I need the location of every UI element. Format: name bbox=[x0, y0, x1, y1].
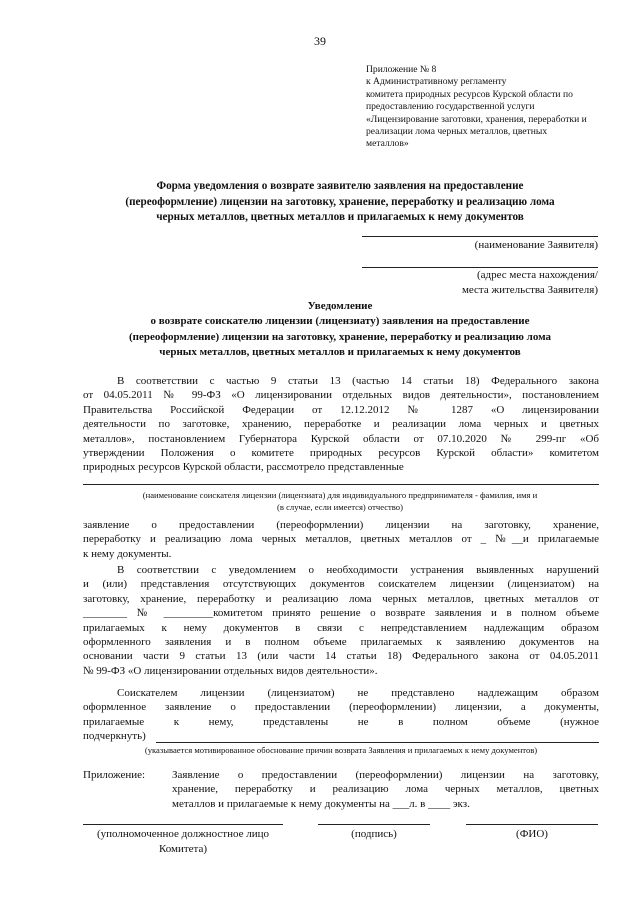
official-label-1: (уполномоченное должностное лицо bbox=[96, 828, 269, 840]
signature-label: (подпись) bbox=[351, 828, 397, 840]
fio-line[interactable] bbox=[466, 824, 598, 825]
applicant-name-label: (наименование Заявителя) bbox=[474, 239, 598, 251]
official-label-2: Комитета) bbox=[158, 843, 208, 855]
official-line[interactable] bbox=[83, 824, 283, 825]
reason-line[interactable] bbox=[156, 742, 599, 743]
appendix-line: к Административному регламенту bbox=[366, 76, 507, 88]
page-number: 39 bbox=[314, 34, 326, 48]
licensee-note-1: (наименование соискателя лицензии (лицензиата) для индивидуального предпринимателя - фамилия, имя и bbox=[142, 490, 538, 500]
attachment-label: Приложение: bbox=[83, 769, 146, 781]
signature-line[interactable] bbox=[318, 824, 430, 825]
appendix-line: «Лицензирование заготовки, хранения, переработки и bbox=[366, 113, 587, 125]
paragraph-1: В соответствии с частью 9 статьи 13 (частью 14 статьи 18) Федерального закона от 04.05.2011 № 99-ФЗ «О лицензировании отдельных видов деятельности», постановлением Правительства Российской Федерации от 12.12.2012 № 1287 «О лицензировании деятельности по заготовке, хранению, переработке и реализации лома черных и цветных металлов», постановлением Губернатора Курской области от 07.10.2020 № 299-пг «Об утверждении Положения о комитете природных ресурсов Курской области» комитетом природных ресурсов Курской области, рассмотрело представленные bbox=[83, 375, 599, 474]
licensee-name-line[interactable] bbox=[83, 484, 599, 485]
appendix-line: предоставлению государственной услуги bbox=[366, 101, 535, 113]
form-title: Форма уведомления о возврате заявителю заявления на предоставление (переоформление) лицензии на заготовку, хранение, переработку и реализацию лома черных металлов, цветных металлов и прилагаемых к нему документов bbox=[125, 180, 555, 223]
reason-note: (указывается мотивированное обоснование причин возврата Заявления и прилагаемых к нему документов) bbox=[144, 745, 538, 755]
notice-title: Уведомление о возврате соискателю лицензии (лицензиату) заявления на предоставление (переоформление) лицензии на заготовку, хранение, переработку и реализацию лома черных металлов, цветных металлов и прилагаемых к нему документов bbox=[128, 300, 552, 358]
appendix-line: комитета природных ресурсов Курской области по bbox=[366, 88, 573, 100]
appendix-header bbox=[366, 64, 616, 151]
address-label-2: места жительства Заявителя) bbox=[461, 284, 598, 296]
attachment-text: Заявление о предоставлении (переоформлении) лицензии на заготовку, хранение, переработку и реализацию лома черных металлов, цветных металлов и прилагаемые к нему документы на ___л. в ____ экз. bbox=[172, 769, 599, 810]
fio-label: (ФИО) bbox=[516, 828, 548, 840]
appendix-line: металлов» bbox=[366, 138, 409, 150]
paragraph-2: заявление о предоставлении (переоформлении) лицензии на заготовку, хранение, переработку и реализацию лома черных металлов, цветных металлов от _ №__и прилагаемые к нему документы. bbox=[83, 519, 599, 560]
applicant-name-line[interactable] bbox=[362, 236, 598, 237]
address-label-1: (адрес места нахождения/ bbox=[476, 269, 598, 281]
appendix-line: реализации лома черных металлов, цветных bbox=[366, 126, 548, 138]
paragraph-4: Соискателем лицензии (лицензиатом) не представлено надлежащим образом оформленное заявление о предоставлении (переоформлении) лицензии, а документы, прилагаемые к нему, представлены не в полном объеме (нужное подчеркнуть) bbox=[83, 687, 599, 743]
appendix-line: Приложение № 8 bbox=[366, 64, 437, 75]
paragraph-3: В соответствии с уведомлением о необходимости устранения выявленных нарушений и (или) представления отсутствующих документов соискателем лицензии (лицензиатом) на заготовку, хранение, переработку и реализацию лома черных металлов, цветных металлов от ________ № _________комитетом принято решение о возврате заявления и в полном объеме прилагаемых к нему документов в связи с непредставлением надлежащим образом оформленного заявления и в полном объеме прилагаемых к заявлению документов на основании части 9 статьи 13 (или части 14 статьи 18) Федерального закона от 04.05.2011 № 99-ФЗ «О лицензировании отдельных видов деятельности». bbox=[83, 564, 599, 677]
licensee-note-2: (в случае, если имеется) отчество) bbox=[277, 502, 403, 512]
